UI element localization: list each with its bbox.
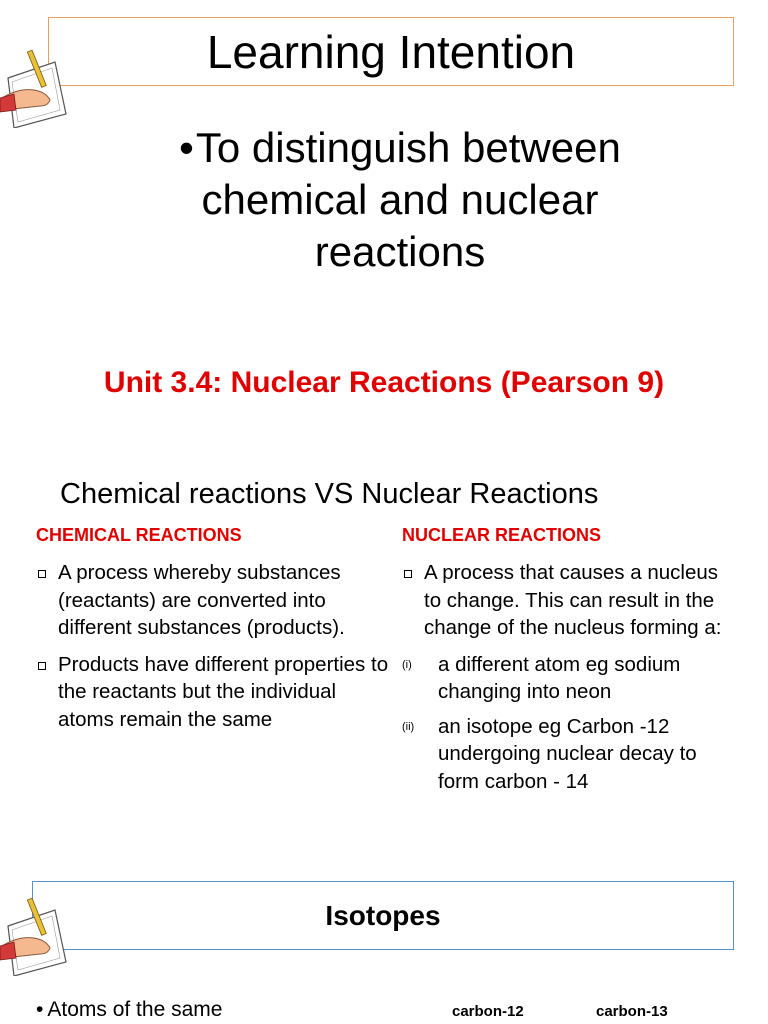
hand-writing-icon [0,48,70,128]
chemical-reactions-list [36,559,396,742]
bullet: • [179,124,194,171]
comparison-heading: Chemical reactions VS Nuclear Reactions [60,478,599,510]
isotopes-title: Isotopes [325,899,441,931]
slide-title: Learning Intention [206,25,576,78]
chemical-reactions-heading: CHEMICAL REACTIONS [36,525,242,545]
list-item-text: Products have different properties to the reactants but the individual atoms remain the same [58,652,389,731]
sub-item [402,713,732,796]
unit-heading: Unit 3.4: Nuclear Reactions (Pearson 9) [103,366,665,399]
list-item-text: A process that causes a nucleus to change. This can result in the change of the nucleus forming a: [424,561,722,639]
list-item [402,559,732,642]
nuclear-reactions-heading: NUCLEAR REACTIONS [402,525,602,545]
atoms-bullet [36,998,222,1022]
square-bullet-icon [38,662,46,670]
list-item-text: A process whereby substances (reactants) are converted into different substances (products). [58,561,345,639]
square-bullet-icon [38,570,46,578]
bullet: • [36,998,44,1021]
square-bullet-icon [404,570,412,578]
hand-writing-icon [0,896,70,976]
sub-item-number: (ii) [402,720,415,733]
list-item [36,559,396,642]
carbon-12-label: carbon-12 [452,1003,524,1020]
list-item [36,651,396,734]
intention-text: To distinguish between chemical and nuclear reactions [195,124,621,275]
atoms-text: Atoms of the same [47,998,223,1021]
sub-item [402,651,732,706]
sub-item-number: (i) [402,658,412,671]
nuclear-reactions-list [402,559,732,802]
learning-intention [120,122,680,278]
carbon-13-label: carbon-13 [596,1003,668,1020]
sub-item-text: an isotope eg Carbon -12 undergoing nuclear decay to form carbon - 14 [438,714,697,793]
sub-item-text: a different atom eg sodium changing into neon [438,652,681,703]
